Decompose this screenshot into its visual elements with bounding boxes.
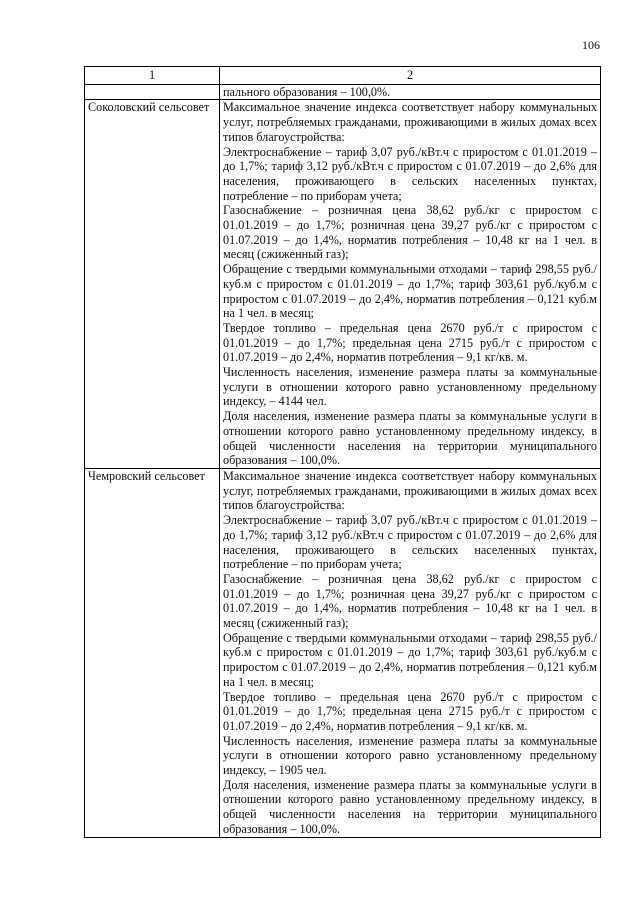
municipality-name: Чемровский сельсовет	[85, 468, 220, 837]
paragraph-population-count: Численность населения, изменение размера платы за коммунальные услуги в отношении которого равно установленному предельному индексу, – 4144 чел.	[223, 365, 597, 409]
paragraph-gas: Газоснабжение – розничная цена 38,62 руб./кг с приростом с 01.01.2019 – до 1,7%; розничная цена 39,27 руб./кг с приростом с 01.07.2019 – до 1,4%, норматив потребления – 10,48 кг на 1 чел. в месяц (сжиженный газ);	[223, 571, 597, 631]
table-row-continuation	[85, 84, 601, 100]
paragraph-solid-fuel: Твердое топливо – предельная цена 2670 руб./т с приростом с 01.01.2019 – до 1,7%; предельная цена 2715 руб./т с приростом с 01.07.2019 – до 2,4%, норматив потребления – 9,1 кг/кв. м.	[223, 689, 597, 733]
paragraph-electricity: Электроснабжение – тариф 3,07 руб./кВт.ч с приростом с 01.01.2019 – до 1,7%; тариф 3,12 руб./кВт.ч с приростом с 01.07.2019 – до 2,6% для населения, проживающего в сельских населенных пунктах, потребление – по приборам учета;	[223, 144, 597, 203]
paragraph-waste: Обращение с твердыми коммунальными отходами – тариф 298,55 руб./куб.м с приростом с 01.01.2019 – до 1,7%; тариф 303,61 руб./куб.м с приростом с 01.07.2019 – до 2,4%, норматив потребления – 0,121 куб.м на 1 чел. в месяц;	[223, 262, 597, 321]
paragraph-index-intro: Максимальное значение индекса соответствует набору коммунальных услуг, потребляемых гражданами, проживающими в жилых домах всех типов благоустройства:	[223, 100, 597, 144]
page-number: 106	[582, 38, 600, 52]
column-header-1: 1	[85, 67, 220, 85]
municipality-description	[220, 100, 601, 469]
column-header-2: 2	[220, 67, 601, 85]
paragraph-index-intro: Максимальное значение индекса соответствует набору коммунальных услуг, потребляемых гражданами, проживающими в жилых домах всех типов благоустройства:	[223, 468, 597, 513]
paragraph-gas: Газоснабжение – розничная цена 38,62 руб./кг с приростом с 01.01.2019 – до 1,7%; розничная цена 39,27 руб./кг с приростом с 01.07.2019 – до 1,4%, норматив потребления – 10,48 кг на 1 чел. в месяц (сжиженный газ);	[223, 203, 597, 262]
paragraph-population-share: Доля населения, изменение размера платы за коммунальные услуги в отношении которого равно установленному предельному индексу, в общей численности населения на территории муниципального образования – 100,0%.	[223, 409, 597, 468]
continuation-name-cell	[85, 84, 220, 100]
paragraph-population-count: Численность населения, изменение размера платы за коммунальные услуги в отношении которого равно установленному предельному индексу, – 1905 чел.	[223, 733, 597, 778]
table-row-chemrovsky	[85, 468, 601, 837]
paragraph-electricity: Электроснабжение – тариф 3,07 руб./кВт.ч с приростом с 01.01.2019 – до 1,7%; тариф 3,12 руб./кВт.ч с приростом с 01.07.2019 – до 2,6% для населения, проживающего в сельских населенных пунктах, потребление – по приборам учета;	[223, 513, 597, 572]
table-header-row	[85, 67, 601, 85]
paragraph-solid-fuel: Твердое топливо – предельная цена 2670 руб./т с приростом с 01.01.2019 – до 1,7%; предельная цена 2715 руб./т с приростом с 01.07.2019 – до 2,4%, норматив потребления – 9,1 кг/кв. м.	[223, 320, 597, 365]
paragraph-population-share: Доля населения, изменение размера платы за коммунальные услуги в отношении которого равно установленному предельному индексу, в общей численности населения на территории муниципального образования – 100,0%.	[223, 777, 597, 836]
municipal-index-table	[84, 66, 601, 838]
paragraph-waste: Обращение с твердыми коммунальными отходами – тариф 298,55 руб./куб.м с приростом с 01.01.2019 – до 1,7%; тариф 303,61 руб./куб.м с приростом с 01.07.2019 – до 2,4%, норматив потребления – 0,121 куб.м на 1 чел. в месяц;	[223, 630, 597, 689]
municipality-description	[220, 468, 601, 837]
municipality-name: Соколовский сельсовет	[85, 100, 220, 469]
table-row-sokolovsky	[85, 100, 601, 469]
continuation-text-cell: пального образования – 100,0%.	[220, 84, 601, 100]
